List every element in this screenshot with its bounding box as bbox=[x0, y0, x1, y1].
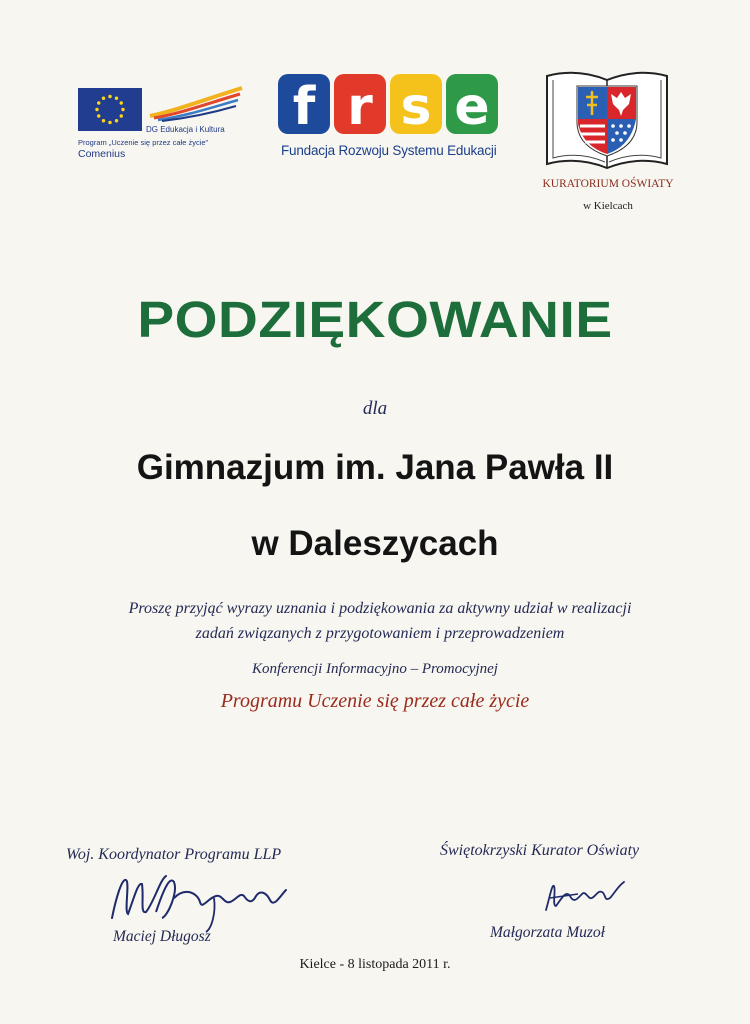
body-text-line-1: Proszę przyjąć wyrazy uznania i podziękowania za aktywny udział w realizacji bbox=[128, 600, 632, 617]
for-word: dla bbox=[362, 398, 388, 419]
conference-name: Konferencji Informacyjno – Promocyjnej bbox=[252, 661, 498, 677]
kuratorium-book-emblem-icon bbox=[543, 64, 671, 174]
kuratorium-name: KURATORIUM OŚWIATY bbox=[542, 178, 674, 190]
eu-star-icon bbox=[95, 108, 98, 111]
eu-star-icon bbox=[115, 119, 118, 122]
right-signer-name: Małgorzata Muzoł bbox=[490, 924, 605, 941]
left-signer-role: Woj. Koordynator Programu LLP bbox=[66, 846, 282, 863]
eu-comenius-label: Comenius bbox=[78, 148, 126, 160]
recipient-line-1: Gimnazjum im. Jana Pawła II bbox=[136, 448, 614, 487]
kuratorium-city: w Kielcach bbox=[583, 200, 633, 212]
body-text-line-2: zadań związanych z przygotowaniem i przeprowadzeniem bbox=[195, 625, 565, 642]
eu-star-icon bbox=[108, 95, 111, 98]
eu-flag-icon bbox=[78, 88, 142, 131]
comenius-swoosh-icon bbox=[148, 86, 244, 122]
eu-star-icon bbox=[120, 114, 123, 117]
eu-dg-label: DG Edukacja i Kultura bbox=[146, 125, 225, 134]
eu-star-icon bbox=[97, 101, 100, 104]
eu-star-icon bbox=[97, 114, 100, 117]
eu-star-icon bbox=[121, 108, 124, 111]
program-name: Programu Uczenie się przez całe życie bbox=[220, 690, 530, 712]
place-and-date: Kielce - 8 listopada 2011 r. bbox=[299, 957, 451, 972]
frse-letters-logo bbox=[278, 72, 502, 136]
right-handwritten-signature bbox=[538, 876, 628, 916]
eu-star-icon bbox=[115, 97, 118, 100]
eu-star-icon bbox=[102, 97, 105, 100]
eu-star-icon bbox=[120, 101, 123, 104]
eu-star-icon bbox=[102, 119, 105, 122]
svg-text:r: r bbox=[347, 77, 373, 136]
frse-name: Fundacja Rozwoju Systemu Edukacji bbox=[281, 143, 497, 158]
eu-star-icon bbox=[108, 121, 111, 124]
right-signer-role: Świętokrzyski Kurator Oświaty bbox=[440, 842, 640, 859]
recipient-line-2: w Daleszycach bbox=[251, 524, 499, 563]
svg-text:s: s bbox=[400, 77, 432, 136]
certificate-title: PODZIĘKOWANIE bbox=[137, 291, 613, 348]
eu-program-label: Program „Uczenie się przez całe życie” bbox=[78, 138, 209, 147]
svg-text:e: e bbox=[454, 77, 490, 136]
left-signer-name: Maciej Długosz bbox=[113, 928, 211, 945]
svg-text:f: f bbox=[292, 77, 316, 136]
